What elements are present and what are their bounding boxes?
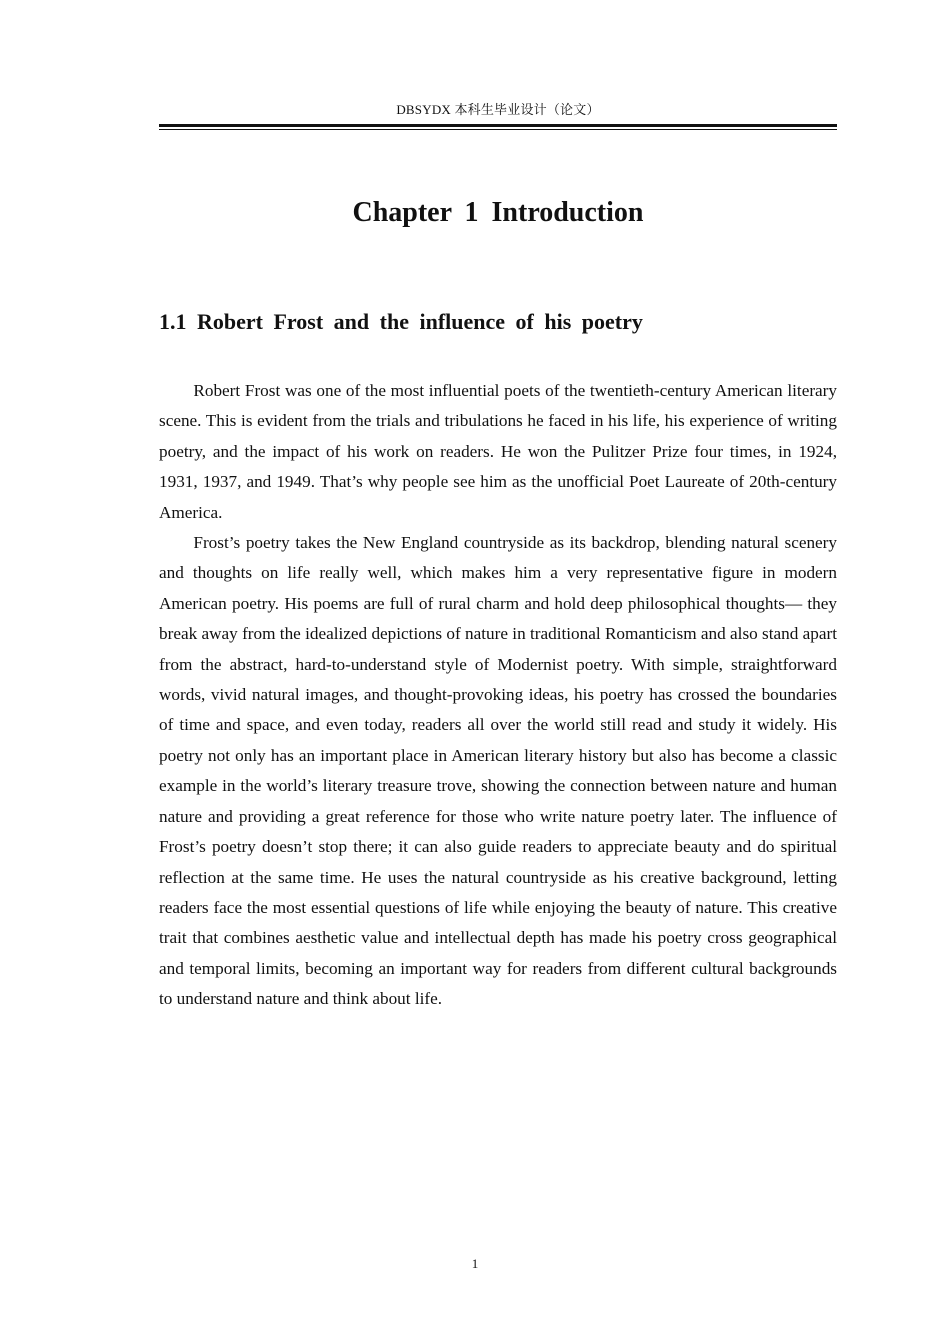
page-number: 1 (471, 1256, 479, 1271)
paragraph: Robert Frost was one of the most influential poets of the twentieth-century American literary scene. This is evident from the trials and tribulations he faced in his life, his experience of writing poetry, and the impact of his work on readers. He won the Pulitzer Prize four times, in 1924, 1931, 1937, and 1949. That’s why people see him as the unofficial Poet Laureate of 20th-century America. (159, 381, 837, 522)
chapter-title: Chapter 1 Introduction (352, 197, 644, 228)
body-text (159, 376, 837, 1015)
paragraph: Frost’s poetry takes the New England countryside as its backdrop, blending natural scenery and thoughts on life really well, which makes him a very representative figure in modern American poetry. His poems are full of rural charm and hold deep philosophical thoughts— they break away from the idealized depictions of nature in traditional Romanticism and also stand apart from the abstract, hard-to-understand style of Modernist poetry. With simple, straightforward words, vivid natural images, and thought-provoking ideas, his poetry has crossed the boundaries of time and space, and even today, readers all over the world still read and study it widely. His poetry not only has an important place in American literary history but also has become a classic example in the world’s literary treasure trove, showing the connection between nature and human nature and providing a great reference for those who write nature poetry later. The influence of Frost’s poetry doesn’t stop there; it can also guide readers to appreciate beauty and do spiritual reflection at the same time. He uses the natural countryside as his creative background, letting readers face the most essential questions of life while enjoying the beauty of nature. This creative trait that combines aesthetic value and intellectual depth has made his poetry cross geographical and temporal limits, becoming an important way for readers from different cultural backgrounds to understand nature and think about life. (159, 533, 837, 1009)
running-header: DBSYDX 本科生毕业设计（论文） (396, 102, 600, 117)
section-heading: 1.1 Robert Frost and the influence of his poetry (159, 309, 643, 334)
header-rule-thick (159, 124, 837, 127)
header-rule-thin (159, 129, 837, 130)
